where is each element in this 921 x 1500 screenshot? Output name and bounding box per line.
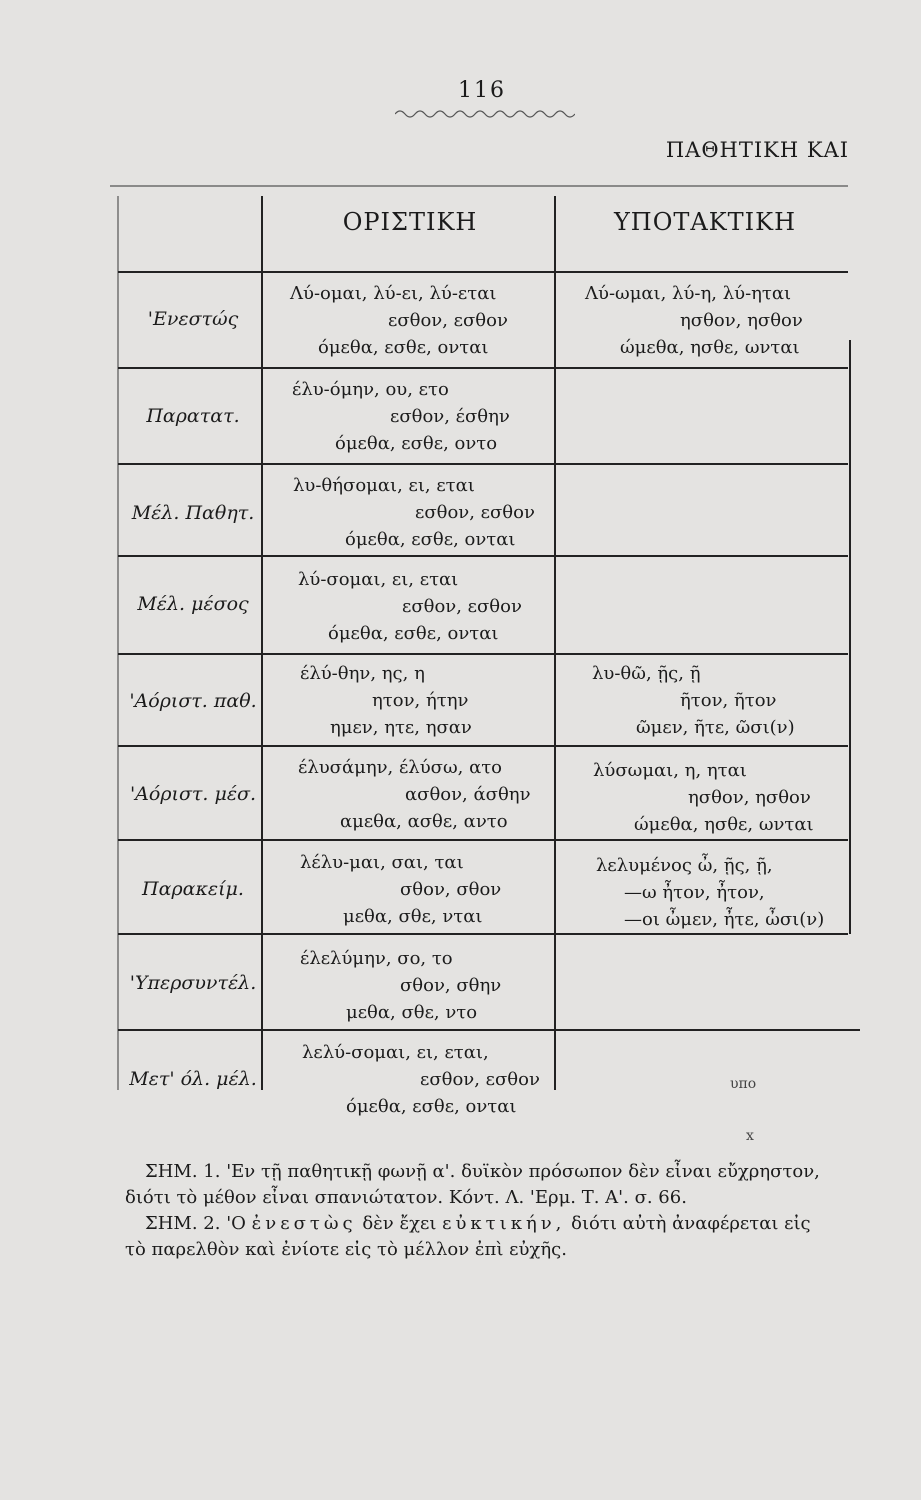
form-line: έλυ-όμην, ου, ετο [292,379,449,400]
form-line: όμεθα, εσθε, οντο [335,433,498,454]
column-header-ypotaktiki: ΥΠΟΤΑΚΤΙΚΗ [613,208,797,236]
form-line: ασθον, άσθην [405,784,531,805]
footnote-2-middle: δὲν ἔχει [362,1213,437,1234]
form-line: εσθον, εσθον [402,596,522,617]
form-line: μεθα, σθε, νται [343,906,483,927]
form-line: λελυμένος ὦ, ῇς, ῇ, [596,855,773,876]
form-line: σθον, σθον [400,879,502,900]
form-line: ησθον, ησθον [688,787,811,808]
footnote-2-end: διότι αὐτὴ ἀναφέρεται εἰς [571,1213,811,1234]
form-line: εσθον, εσθον [420,1069,540,1090]
footnote-2-spaced-word: ἐνεστὼς [251,1213,357,1234]
tense-label: Μέλ. Παθητ. [131,502,255,524]
footnote-2-line-2: τὸ παρελθὸν καὶ ἐνίοτε εἰς τὸ μέλλον ἐπὶ εὐχῆς. [125,1239,567,1260]
form-line: ῶμεν, ῆτε, ῶσι(ν) [636,717,795,738]
tense-label: Παρατατ. [146,405,240,427]
form-line: ώμεθα, ησθε, ωνται [620,337,800,358]
form-line: λέλυ-μαι, σαι, ται [300,852,464,873]
tense-label: 'Αόριστ. μέσ. [129,783,257,805]
form-line: ώμεθα, ησθε, ωνται [634,814,814,835]
form-line: όμεθα, εσθε, ονται [318,337,489,358]
form-line: έλύ-θην, ης, η [300,663,425,684]
form-line: έλυσάμην, έλύσω, ατο [298,757,503,778]
column-header-oristiki: ΟΡΙΣΤΙΚΗ [342,208,478,236]
tense-label: Παρακείμ. [142,878,244,900]
form-line: —οι ὦμεν, ἦτε, ὦσι(ν) [624,909,825,930]
footnote-2-spaced-word: εὐκτικήν, [442,1213,566,1234]
form-line: μεθα, σθε, ντο [346,1002,478,1023]
margin-fragment: υπο [730,1076,757,1092]
form-line: ῆτον, ῆτον [680,690,777,711]
form-line: ητον, ήτην [372,690,469,711]
form-line: σθον, σθην [400,975,502,996]
tense-label: 'Υπερσυντέλ. [129,972,257,994]
footnote-1-line-2: διότι τὸ μέθον εἶναι σπανιώτατον. Κόντ. Λ. 'Ερμ. Τ. Α'. σ. 66. [125,1187,687,1208]
tense-label: Μετ' όλ. μέλ. [129,1068,257,1090]
form-line: λυ-θῶ, ῇς, ῇ [592,663,701,684]
running-head: ΠΑΘΗΤΙΚΗ ΚΑΙ [665,138,849,162]
form-line: αμεθα, ασθε, αντο [340,811,508,832]
ornament-rule [395,108,575,120]
form-line: εσθον, έσθην [390,406,510,427]
margin-cross: x [746,1128,754,1144]
form-line: έλελύμην, σο, το [300,948,453,969]
form-line: ησθον, ησθον [680,310,803,331]
tense-label: 'Αόριστ. παθ. [129,690,257,712]
form-line: ημεν, ητε, ησαν [330,717,472,738]
form-line: Λύ-ομαι, λύ-ει, λύ-εται [290,283,497,304]
form-line: Λύ-ωμαι, λύ-η, λύ-ηται [585,283,792,304]
form-line: εσθον, εσθον [388,310,508,331]
form-line: λυ-θήσομαι, ει, εται [293,475,475,496]
form-line: όμεθα, εσθε, ονται [346,1096,517,1117]
form-line: εσθον, εσθον [415,502,535,523]
form-line: λύ-σομαι, ει, εται [298,569,459,590]
page-number: 116 [458,78,506,103]
footnote-1-line-1: ΣΗΜ. 1. 'Εν τῇ παθητικῇ φωνῇ α'. δυϊκὸν πρόσωπον δὲν εἶναι εὔχρηστον, [145,1161,820,1182]
form-line: λύσωμαι, η, ηται [593,760,747,781]
form-line: —ω ἦτον, ἦτον, [624,882,765,903]
form-line: όμεθα, εσθε, ονται [328,623,499,644]
tense-label: Μέλ. μέσος [137,593,249,615]
tense-label: 'Ενεστώς [147,308,239,330]
footnote-2-prefix: ΣΗΜ. 2. 'Ο [145,1213,246,1234]
footnote-2-line-1 [145,1212,895,1236]
form-line: λελύ-σομαι, ει, εται, [302,1042,489,1063]
form-line: όμεθα, εσθε, ονται [345,529,516,550]
